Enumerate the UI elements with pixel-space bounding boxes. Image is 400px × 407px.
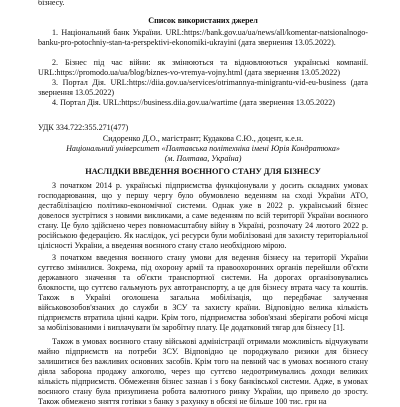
reference-item-2: 2. Бізнес під час війни: як змінюються та відновлюються українські компанії. URL:https://promodo.ua/ua/blog/biznes-vo-vremya-vojny.html (дата звернення 13.05.2022) xyxy=(38,58,368,77)
reference-item-3: 3. Портал Дія. URL:https://diia.gov.ua/services/otrimannya-minigrantu-vid-eu-business (дата звернення 13.05.2022) xyxy=(38,78,368,97)
author-location: (м. Полтава, Україна) xyxy=(164,154,242,163)
body-paragraph-3: Також в умовах воєнного стану військові адміністрації отримали можливість відчужувати майно підприємств на потреби ЗСУ. Відповідно це породжувало ризики для бізнесу залишитися без важливих основних засобів. Крім того на певний час в умовах воєнного стану діяла заборона продажу алкоголю, через що суттєво недоотримувались доходи великих кількість підприємств. Обмеження бізнес зазнав і з боку банківської системи. Адже, в умовах воєнного стану була призупинена робота валютного ринку України, що привело до зросту. Також обмежено зняття готівки з банку з рахунку в обсязі не більше 100 тис. грн на xyxy=(38,337,368,406)
previous-text-tail: бізнесу. xyxy=(38,0,65,7)
article-authors: Сидоренко Д.О., магістрант; Кудакова С.Ю., доцент, к.е.н. xyxy=(102,134,304,143)
body-paragraph-2: З початком введення воєнного стану умови для ведення бізнесу на території України суттєво змінилися. Зокрема, під охорону армії та правоохоронних органів перейшли об'єкти державного значення та об'єкти транспортної системи. На дорогах організовувались блокпости, що суттєво гальмують рух автотранспорту, а це для бізнесу втрата часу та коштів. Також в Україні оголошена загальна мобілізація, що передбачає залучення військовозобов'язаних до служби в ЗСУ та захисту країни. Відповідно велика кількість підприємств втратила цінні кадри. Крім того, підприємства зобов'язані зберігати робочі місця за мобілізованими і виплачувати їм заробітну плату. Це додатковий тягар для бізнесу [1]. xyxy=(38,253,368,332)
article-title: НАСЛІДКИ ВВЕДЕННЯ ВОЄННОГО СТАНУ ДЛЯ БІЗНЕСУ xyxy=(85,167,321,176)
reference-item-4: 4. Портал Дія. URL:https://business.diia.gov.ua/wartime (дата звернення 13.05.2022) xyxy=(52,98,335,107)
udc-code: УДК 334.722:355.271(477) xyxy=(38,123,129,132)
author-affiliation: Національний університет «Полтавська політехніка імені Юрія Кондратюка» xyxy=(66,144,340,153)
reference-item-1: 1. Національний банк України. URL:https://bank.gov.ua/ua/news/all/komentar-natsionalnogo-banku-pro-potochniy-stan-ta-perspektivi-ekonomiki-ukrayini (дата звернення 13.05.2022). xyxy=(38,28,368,47)
body-paragraph-1: З початком 2014 р. українські підприємства функціонували у досить складних умовах господарювання, що у першу чергу було обумовлено веденням на сході України АТО, дестабілізацією політико-економічної системи. Однак уже в 2022 р. український бізнес довелося зустрітися з новими викликами, а саме веденням по всій території України воєнного стану. Це було здійснено через повномасштабну війну в Україні, розпочату 24 лютого 2022 р. російською федерацією. Як наслідок, усі ресурси були мобілізовані для захисту територіальної цілісності України, а введення воєнного стану стало необхідною мірою. xyxy=(38,181,368,250)
references-title: Список використаних джерел xyxy=(148,16,258,25)
